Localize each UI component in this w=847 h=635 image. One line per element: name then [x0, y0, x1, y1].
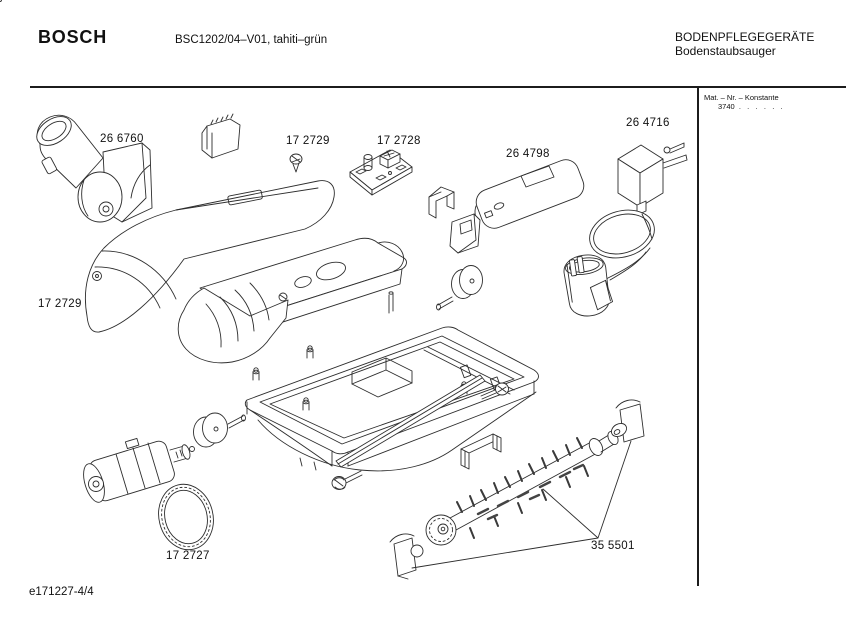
bosch-logo: BOSCH: [38, 27, 108, 47]
screw-top-drawing: [290, 154, 302, 172]
charger-holder-drawing: [562, 252, 614, 319]
part-label-screw-left: 17 2729: [38, 298, 82, 310]
mat-nr-label: Mat. – Nr. – Konstante: [704, 93, 779, 102]
part-label-screw-top: 17 2729: [286, 135, 330, 147]
brush-roller-drawing: [426, 430, 620, 545]
part-label-battery: 26 4798: [506, 148, 550, 160]
part-label-belt: 17 2727: [166, 550, 210, 562]
swivel-elbow-drawing: [32, 111, 152, 222]
wheel-left-drawing: [194, 413, 246, 447]
part-label-charger: 26 4716: [626, 117, 670, 129]
part-label-pcb: 17 2728: [377, 135, 421, 147]
model-title: BSC1202/04–V01, tahiti–grün: [175, 34, 328, 46]
part-label-swivel-elbow: 26 6760: [100, 133, 144, 145]
drive-belt-drawing: [152, 478, 220, 555]
division-title: BODENPFLEGEGERÄTE: [675, 30, 815, 44]
product-subtitle: Bodenstaubsauger: [675, 44, 776, 58]
battery-connector-drawing: [450, 214, 480, 253]
ribbed-insert-drawing: [202, 114, 240, 158]
document-reference: e171227-4/4: [29, 586, 94, 598]
bottom-tray-drawing: [245, 327, 538, 471]
inner-frame-drawing: [178, 238, 406, 363]
wheel-right-drawing: [437, 266, 483, 311]
clip-bracket-drawing: [429, 187, 454, 218]
mat-nr-value: 3740 . . . . . .: [718, 102, 783, 111]
tray-screw-front-drawing: [332, 471, 362, 490]
roller-end-support-left-drawing: [390, 534, 423, 579]
battery-pack-drawing: [472, 156, 587, 232]
part-label-roller: 35 5501: [591, 540, 635, 552]
roller-end-support-right-drawing: [609, 400, 644, 442]
